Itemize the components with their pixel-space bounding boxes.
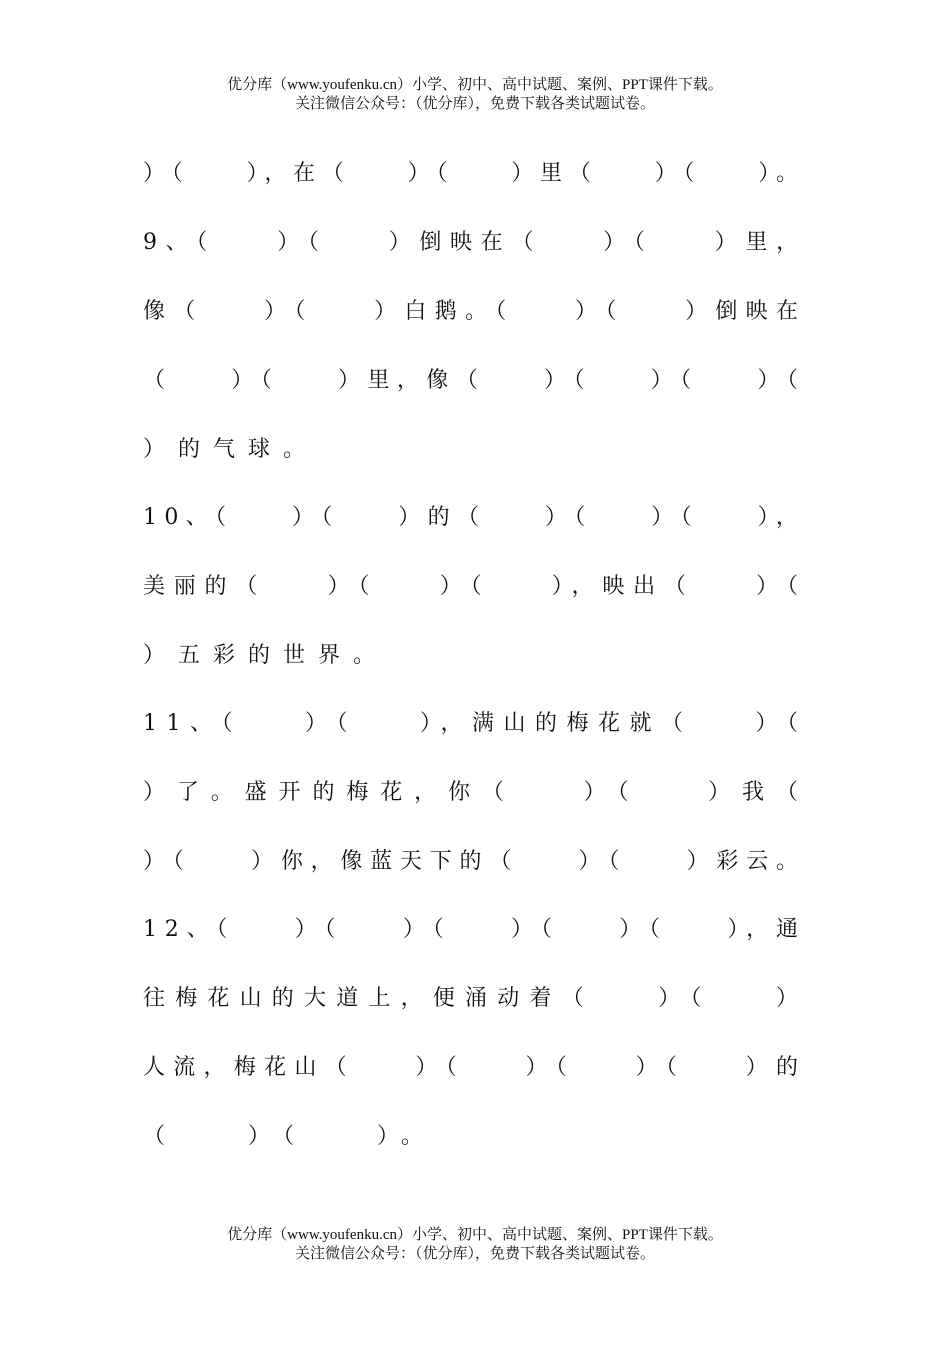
footer-line-2: 关注微信公众号：（优分库），免费下载各类试题试卷。 [294,1246,655,1262]
page-footer [0,1226,950,1264]
text-line: 9、（ ）（ ）倒映在（ ）（ ）里， [143,230,807,255]
text-line: ）的气球。 [143,437,319,462]
text-line: ）（ ），在（ ）（ ）里（ ）（ ）。 [143,161,805,186]
header-line-2: 关注微信公众号：（优分库），免费下载各类试题试卷。 [294,96,655,112]
text-line: 美丽的（ ）（ ）（ ），映出（ ）（ [143,574,807,599]
header-line-1: 优分库（www.youfenku.cn）小学、初中、高中试题、案例、PPT课件下载。 [227,77,723,93]
text-line: 像（ ）（ ）白鹅。（ ）（ ）倒映在 [143,299,807,324]
text-line: 11、（ ）（ ），满山的梅花就（ ）（ [143,711,808,736]
footer-line-1: 优分库（www.youfenku.cn）小学、初中、高中试题、案例、PPT课件下载。 [227,1227,723,1243]
text-line: （ ）（ ）里，像（ ）（ ）（ ）（ [143,368,806,393]
text-line: ）了。盛开的梅花，你（ ）（ ）我（ [143,780,810,805]
text-line: 往梅花山的大道上，便涌动着（ ）（ ） [143,986,809,1011]
text-line: 12、（ ）（ ）（ ）（ ）（ ），通 [143,917,806,942]
text-line: （ ）（ ）。 [143,1124,437,1149]
text-line: ）五彩的世界。 [143,643,389,668]
page-header [0,76,950,114]
text-line: ）（ ）你，像蓝天下的（ ）（ ）彩云。 [143,849,806,874]
text-line: 人流，梅花山（ ）（ ）（ ）（ ）的 [143,1055,807,1080]
text-line: 10、（ ）（ ）的（ ）（ ）（ ）， [143,505,806,530]
